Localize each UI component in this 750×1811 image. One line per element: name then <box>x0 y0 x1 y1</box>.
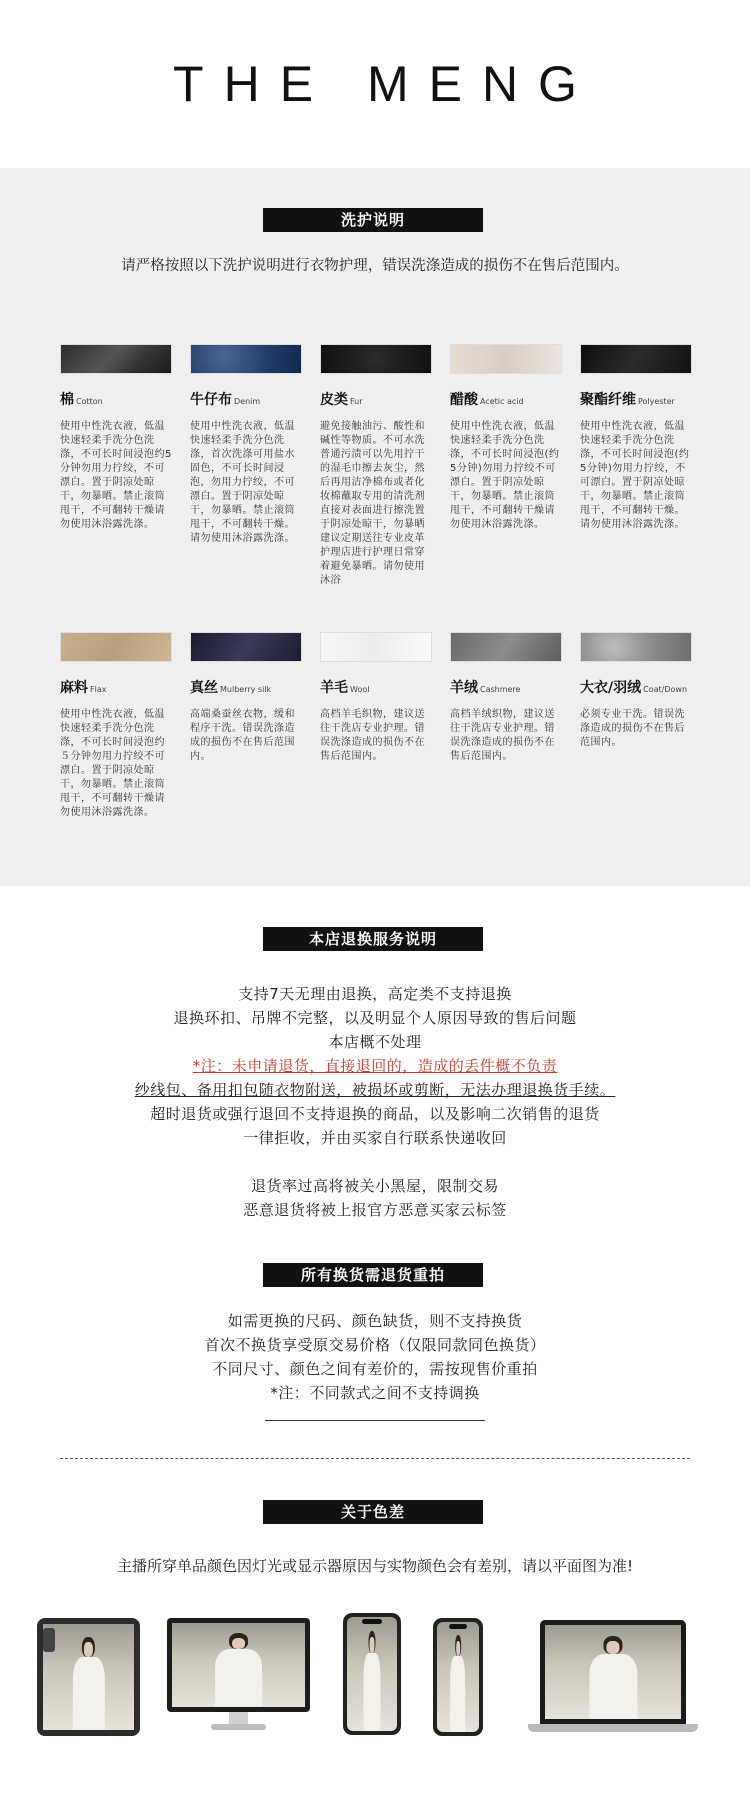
fabric-swatch <box>190 632 302 662</box>
exchange-title: 所有换货需退货重拍 <box>263 1263 483 1287</box>
phone-device <box>433 1618 483 1736</box>
returns-line: 一律拒收，并由买家自行联系快递收回 <box>243 1129 507 1147</box>
exchange-policy <box>0 1309 750 1405</box>
returns-title: 本店退换服务说明 <box>263 927 483 951</box>
dashed-divider <box>60 1458 690 1459</box>
color-notice: 主播所穿单品颜色因灯光或显示器原因与实物颜色会有差别，请以平面图为准! <box>116 1557 634 1575</box>
brand-header <box>0 0 750 168</box>
returns-line: 恶意退货将被上报官方恶意买家云标签 <box>243 1201 507 1219</box>
returns-line: 支持7天无理由退换，高定类不支持退换 <box>238 985 512 1003</box>
fabric-desc: 高端桑蚕丝衣物，缓和程序干洗。错误洗涤造成的损伤不在售后范围内。 <box>190 709 295 762</box>
fabric-desc: 高档羊绒织物，建议送往干洗店专业护理。错误洗涤造成的损伤不在售后范围内。 <box>450 709 555 762</box>
model-photo <box>347 1617 397 1731</box>
fabric-swatch <box>580 344 692 374</box>
fabric-name: 醋酸 <box>450 392 478 408</box>
fabric-name: 棉 <box>60 392 74 408</box>
fabric-swatch <box>580 632 692 662</box>
fabric-swatch <box>320 632 432 662</box>
model-photo <box>43 1624 134 1730</box>
fabric-acetic-acid <box>450 344 562 532</box>
care-section <box>0 168 750 886</box>
returns-line: 本店概不处理 <box>328 1033 422 1051</box>
color-title: 关于色差 <box>263 1500 483 1524</box>
returns-line: 退换环扣、吊牌不完整，以及明显个人原因导致的售后问题 <box>173 1009 577 1027</box>
fabric-swatch <box>60 344 172 374</box>
fabric-name: 羊绒 <box>450 680 478 696</box>
exchange-line: 不同尺寸、颜色之间有差价的，需按现售价重拍 <box>212 1360 538 1378</box>
fabric-name: 皮类 <box>320 392 348 408</box>
fabric-swatch <box>320 344 432 374</box>
fabric-swatch <box>450 632 562 662</box>
fabric-desc: 必须专业干洗。错误洗涤造成的损伤不在售后范围内。 <box>580 709 685 748</box>
fabric-name-en: Coat/Down <box>643 685 688 694</box>
care-title: 洗护说明 <box>263 208 483 232</box>
fabric-fur <box>320 344 432 616</box>
fabric-coat-down <box>580 632 692 750</box>
laptop-device <box>528 1620 698 1734</box>
fabric-name-en: Polyester <box>638 397 675 406</box>
returns-note: *注：未申请退货，直接退回的，造成的丢件概不负责 <box>192 1057 558 1075</box>
phone-device <box>343 1613 401 1735</box>
fabric-name-en: Fur <box>350 397 363 406</box>
fabric-name-en: Acetic acid <box>480 397 524 406</box>
fabric-desc: 使用中性洗衣液，低温快速轻柔手洗分色洗涤，不可长时间浸泡约5分钟勿用力拧绞，不可漂白。置于阴凉处晾干，勿暴晒。禁止滚筒甩干，不可翻转干燥请勿使用沐浴露洗涤。 <box>60 421 172 530</box>
fabric-swatch <box>60 632 172 662</box>
fabric-swatch <box>190 344 302 374</box>
fabric-name-en: Mulberry silk <box>220 685 272 694</box>
fabric-name: 牛仔布 <box>190 392 232 408</box>
fabric-name: 聚酯纤维 <box>580 392 636 408</box>
fabric-name: 麻料 <box>60 680 88 696</box>
exchange-line: 首次不换货享受原交易价格（仅限同款同色换货） <box>204 1336 546 1354</box>
fabric-desc: 使用中性洗衣液，低温快速轻柔手洗分色洗涤，不可长时间浸泡(约5分钟)勿用力拧绞不可漂白。置于阴凉处晾干，勿暴晒。禁止滚筒甩干，不可翻转干燥请勿使用沐浴露洗涤。 <box>450 421 560 530</box>
divider-line <box>265 1420 485 1421</box>
fabric-name-en: Cashmere <box>480 685 521 694</box>
returns-line: 超时退货或强行退回不支持退换的商品，以及影响二次销售的退货 <box>150 1105 600 1123</box>
fabric-desc: 高档羊毛织物，建议送往干洗店专业护理。错误洗涤造成的损伤不在售后范围内。 <box>320 709 425 762</box>
fabric-mulberry-silk <box>190 632 302 764</box>
brand-logo: THE MENG <box>173 56 597 112</box>
fabric-polyester <box>580 344 692 532</box>
fabric-flax <box>60 632 172 820</box>
fabric-denim <box>190 344 302 546</box>
fabric-desc: 使用中性洗衣液，低温快速轻柔手洗分色洗涤，不可长时间浸泡约５分钟勿用力拧绞不可漂白。置于阴凉处晾干，勿暴晒。禁止滚筒甩干，不可翻转干燥请勿使用沐浴露洗涤。 <box>60 709 165 818</box>
exchange-line: 如需更换的尺码、颜色缺货，则不支持换货 <box>227 1312 523 1330</box>
fabric-name: 大衣/羽绒 <box>580 680 642 696</box>
tablet-device <box>37 1618 140 1736</box>
fabric-name-en: Cotton <box>76 397 103 406</box>
fabric-wool <box>320 632 432 764</box>
fabric-cashmere <box>450 632 562 764</box>
monitor-device <box>167 1618 310 1732</box>
fabric-desc: 使用中性洗衣液，低温快速轻柔手洗分色洗涤，不可长时间浸泡(约5分钟)勿用力拧绞，不可漂白。置于阴凉处晾干，勿暴晒。禁止滚筒甩干，不可翻转干燥。 请勿使用沐浴露洗涤。 <box>580 421 690 530</box>
returns-policy <box>0 982 750 1222</box>
fabric-desc: 避免接触油污、酸性和碱性等物质。不可水洗普通污渍可以先用拧干的湿毛巾擦去灰尘，然后再用洁净棉布或者化妆棉蘸取专用的清洗剂直接对表面进行擦洗置于阴凉处晾干，勿暴晒建议定期送往专业皮革护理店进行护理日常穿着避免暴晒。请勿使用沐浴 <box>320 421 425 586</box>
fabric-desc: 使用中性洗衣液，低温快速轻柔手洗分色洗涤，首次洗涤可用盐水固色，不可长时间浸泡，勿用力拧绞，不可漂白。置于阴凉处晾干，勿暴晒。禁止滚筒甩干，不可翻转干燥。请勿使用沐浴露洗涤。 <box>190 421 295 544</box>
fabric-name-en: Wool <box>350 685 370 694</box>
exchange-line: *注：不同款式之间不支持调换 <box>270 1384 480 1402</box>
fabric-swatch <box>450 344 562 374</box>
returns-line: 纱线包、备用扣包随衣物附送，被损坏或剪断，无法办理退换货手续。 <box>134 1081 616 1099</box>
fabric-name: 羊毛 <box>320 680 348 696</box>
fabric-name-en: Flax <box>90 685 107 694</box>
fabric-cotton <box>60 344 172 532</box>
returns-line: 退货率过高将被关小黑屋，限制交易 <box>250 1177 499 1195</box>
fabric-name: 真丝 <box>190 680 218 696</box>
model-photo <box>172 1623 305 1707</box>
model-photo <box>545 1625 681 1719</box>
fabric-name-en: Denim <box>234 397 261 406</box>
care-intro: 请严格按照以下洗护说明进行衣物护理，错误洗涤造成的损伤不在售后范围内。 <box>121 258 629 274</box>
model-photo <box>437 1622 479 1732</box>
